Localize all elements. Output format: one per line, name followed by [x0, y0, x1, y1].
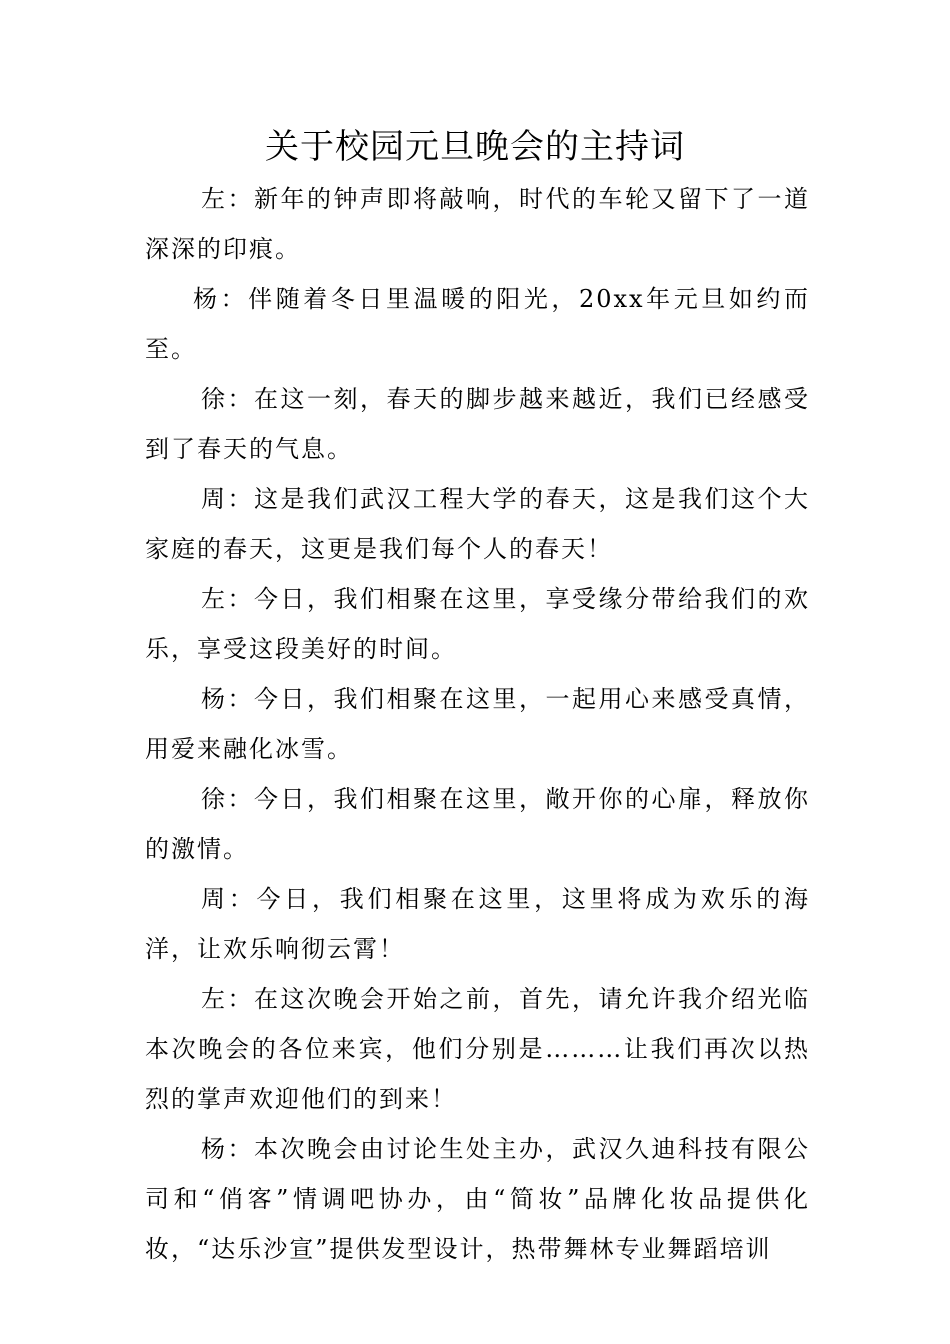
paragraph: 左：新年的钟声即将敲响，时代的车轮又留下了一道深深的印痕。: [145, 185, 810, 263]
paragraph: 徐：今日，我们相聚在这里，敞开你的心扉，释放你的激情。: [145, 785, 810, 863]
paragraph: 周：今日，我们相聚在这里，这里将成为欢乐的海洋，让欢乐响彻云霄！: [145, 885, 810, 963]
paragraph: 徐：在这一刻，春天的脚步越来越近，我们已经感受到了春天的气息。: [145, 385, 810, 463]
paragraph: 杨：本次晚会由讨论生处主办，武汉久迪科技有限公司和“俏客”情调吧协办，由“简妆”品牌化妆品提供化妆，“达乐沙宣”提供发型设计，热带舞林专业舞蹈培训: [145, 1135, 810, 1263]
paragraph: 左：今日，我们相聚在这里，享受缘分带给我们的欢乐，享受这段美好的时间。: [145, 585, 810, 663]
paragraph: 杨：伴随着冬日里温暖的阳光，20xx年元旦如约而至。: [145, 285, 810, 363]
document-body: [145, 174, 810, 1274]
document-title: 关于校园元旦晚会的主持词: [265, 127, 685, 167]
paragraph: 周：这是我们武汉工程大学的春天，这是我们这个大家庭的春天，这更是我们每个人的春天！: [145, 485, 810, 563]
paragraph: 杨：今日，我们相聚在这里，一起用心来感受真情，用爱来融化冰雪。: [145, 685, 810, 763]
paragraph: 左：在这次晚会开始之前，首先，请允许我介绍光临本次晚会的各位来宾，他们分别是………让我们再次以热烈的掌声欢迎他们的到来！: [145, 985, 810, 1113]
